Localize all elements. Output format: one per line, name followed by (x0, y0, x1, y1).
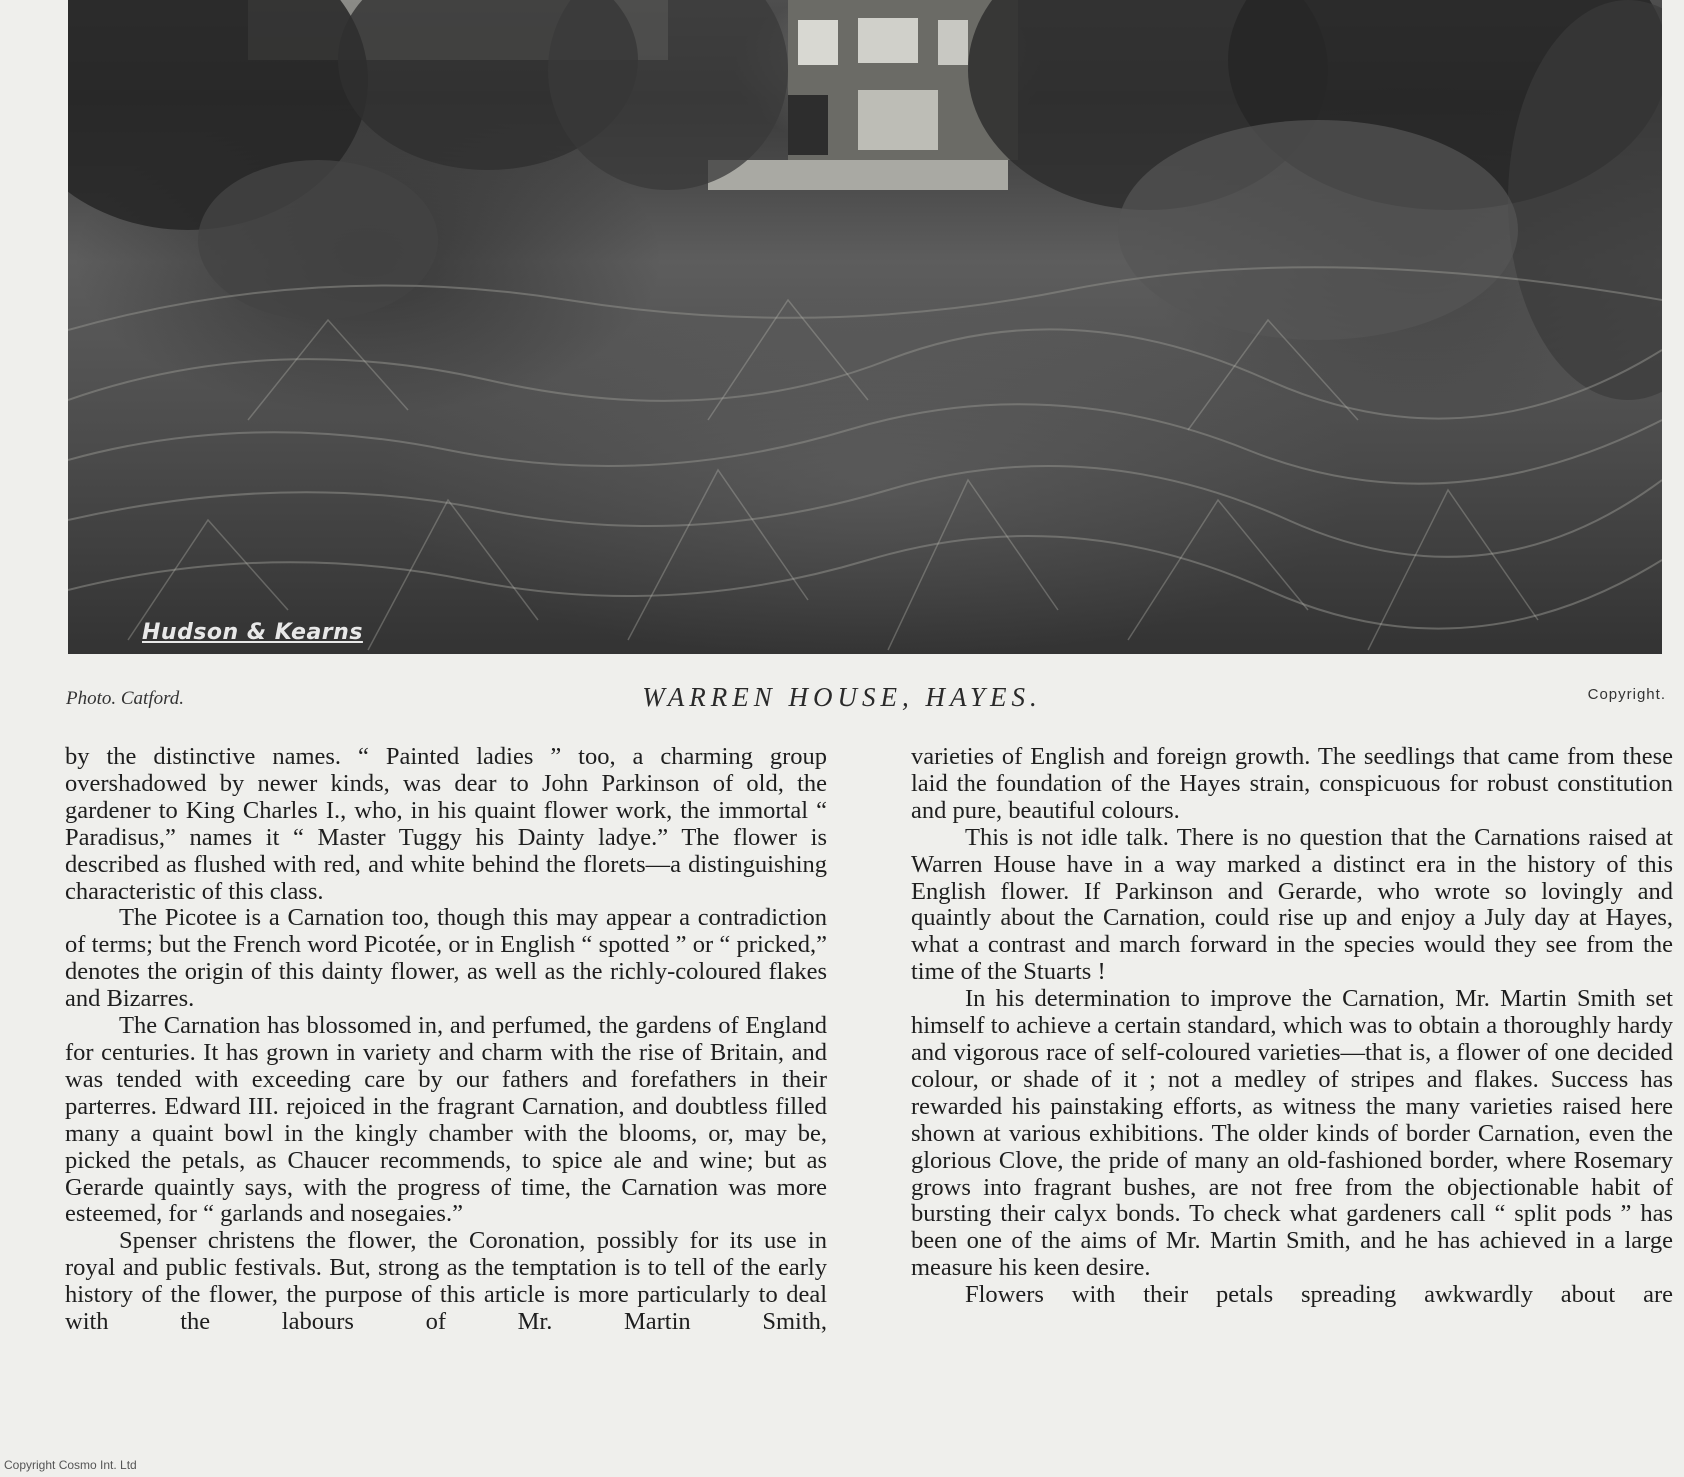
photo-copyright-label: Copyright. (1587, 686, 1666, 703)
paragraph: In his determination to improve the Carnation, Mr. Martin Smith set himself to achieve a certain standard, which was to obtain a thoroughly hardy and vigorous race of self-coloured varieties—that is, a flower of one decided colour, or shade of it ; not a medley of stripes and flakes. Success has rewarded his painstaking efforts, as witness the many varieties raised here shown at various exhibitions. The older kinds of border Carnation, even the glorious Clove, the pride of many an old-fashioned border, where Rosemary grows into fragrant bushes, are not free from the objectionable habit of bursting their calyx bonds. To check what gardeners call “ split pods ” has been one of the aims of Mr. Martin Smith, and he has achieved in a large measure his keen desire. (911, 985, 1673, 1282)
paragraph: by the distinctive names. “ Painted ladies ” too, a charming group overshadowed by newer kinds, was dear to John Parkinson of old, the gardener to King Charles I., who, in his quaint flower work, the immortal “ Paradisus,” names it “ Master Tuggy his Dainty ladye.” The flower is described as flushed with red, and white behind the florets—a distinguishing characteristic of this class. (65, 743, 827, 905)
paragraph: The Picotee is a Carnation too, though this may appear a contradiction of terms; but the French word Picotée, or in English “ spotted ” or “ pricked,” denotes the origin of this dainty flower, as well as the richly-coloured flakes and Bizarres. (65, 904, 827, 1013)
paragraph: Spenser christens the flower, the Coronation, possibly for its use in royal and public festivals. But, strong as the temptation is to tell of the early history of the flower, the purpose of this article is more particularly to deal with the labours of Mr. Martin Smith, (65, 1227, 827, 1336)
paragraph: varieties of English and foreign growth. The seedlings that came from these laid the foundation of the Hayes strain, conspicuous for robust constitution and pure, beautiful colours. (911, 743, 1673, 824)
paragraph: Flowers with their petals spreading awkwardly about are (965, 1281, 1673, 1309)
article-right-column (911, 744, 1673, 1309)
photo-credit: Photo. Catford. (66, 688, 185, 709)
article-left-column (65, 744, 827, 1336)
paragraph: The Carnation has blossomed in, and perfumed, the gardens of England for centuries. It has grown in variety and charm with the rise of Britain, and was tended with exceeding care by our fathers and forefathers in their parterres. Edward III. rejoiced in the fragrant Carnation, and doubtless filled many a quaint bowl in the kingly chamber with the blooms, or, may be, picked the petals, as Chaucer recommends, to spice ale and wine; but as Gerarde quaintly says, with the progress of time, the Carnation was more esteemed, for “ garlands and nosegaies.” (65, 1012, 827, 1228)
warren-house-photograph (68, 0, 1662, 654)
photographer-signature: Hudson & Kearns (142, 620, 363, 645)
photo-caption-title: WARREN HOUSE, HAYES. (642, 682, 1042, 712)
footer-copyright: Copyright Cosmo Int. Ltd (4, 1458, 137, 1472)
paragraph: This is not idle talk. There is no question that the Carnations raised at Warren House have in a way marked a distinct era in the history of this English flower. If Parkinson and Gerarde, who wrote so lovingly and quaintly about the Carnation, could rise up and enjoy a July day at Hayes, what a contrast and march forward in the species would they see from the time of the Stuarts ! (911, 823, 1673, 986)
fern-garden-illustration (68, 0, 1662, 654)
